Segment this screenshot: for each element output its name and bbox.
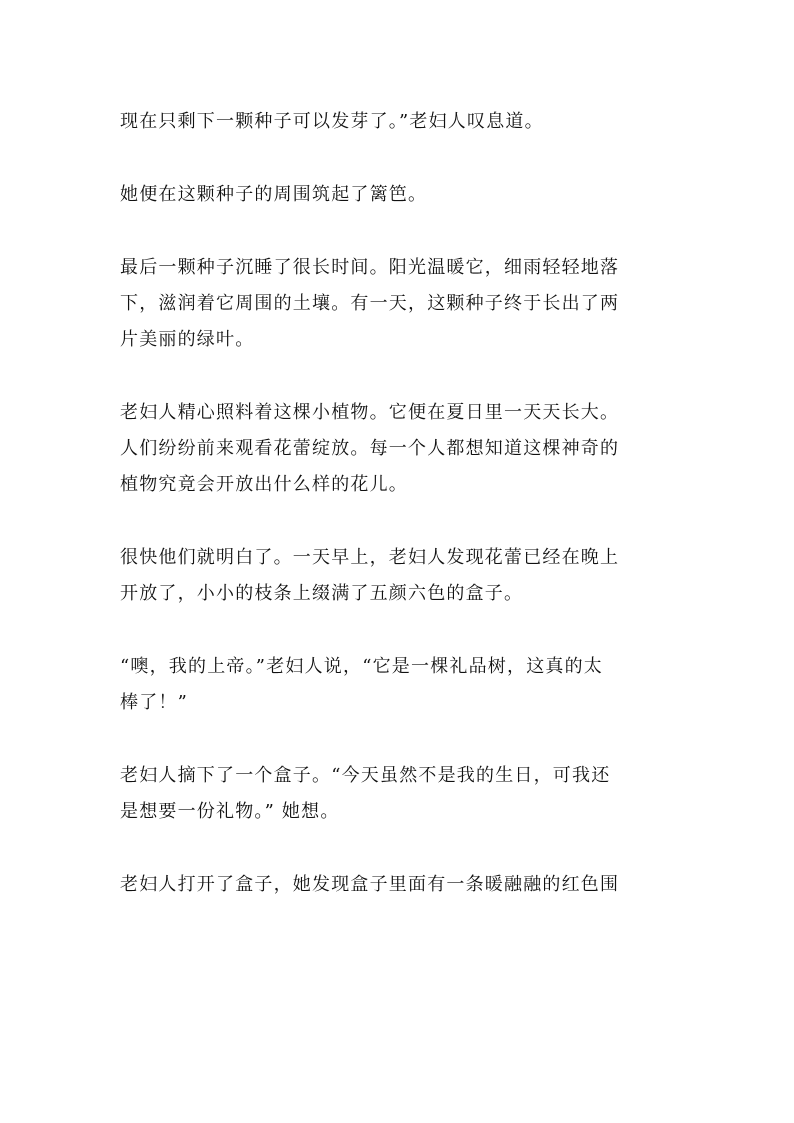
paragraph-line: 很快他们就明白了。一天早上，老妇人发现花蕾已经在晚上	[120, 547, 620, 568]
paragraph-line: 下，滋润着它周围的土壤。有一天，这颗种子终于长出了两	[120, 293, 620, 314]
paragraph-6	[120, 649, 690, 721]
paragraph-7	[120, 758, 690, 830]
paragraph-3	[120, 250, 690, 358]
paragraph-line: 棒了！”	[120, 692, 189, 713]
document-body	[120, 104, 690, 940]
paragraph-1	[120, 104, 690, 140]
paragraph-line: 老妇人摘下了一个盒子。“今天虽然不是我的生日，可我还	[120, 765, 611, 786]
paragraph-8	[120, 867, 690, 903]
paragraph-line: 她便在这颗种子的周围筑起了篱笆。	[120, 184, 428, 205]
paragraph-line: 植物究竟会开放出什么样的花儿。	[120, 474, 408, 495]
paragraph-line: 现在只剩下一颗种子可以发芽了。”老妇人叹息道。	[120, 111, 544, 132]
paragraph-4	[120, 395, 690, 503]
paragraph-line: 老妇人打开了盒子，她发现盒子里面有一条暖融融的红色围	[120, 874, 620, 895]
paragraph-line: 片美丽的绿叶。	[120, 329, 255, 350]
paragraph-line: 人们纷纷前来观看花蕾绽放。每一个人都想知道这棵神奇的	[120, 438, 620, 459]
paragraph-line: 是想要一份礼物。” 她想。	[120, 801, 340, 822]
paragraph-5	[120, 540, 690, 612]
paragraph-2	[120, 177, 690, 213]
paragraph-line: 最后一颗种子沉睡了很长时间。阳光温暖它，细雨轻轻地落	[120, 257, 620, 278]
paragraph-line: “噢，我的上帝。”老妇人说，“它是一棵礼品树，这真的太	[120, 656, 604, 677]
paragraph-line: 老妇人精心照料着这棵小植物。它便在夏日里一天天长大。	[120, 402, 620, 423]
paragraph-line: 开放了，小小的枝条上缀满了五颜六色的盒子。	[120, 583, 524, 604]
